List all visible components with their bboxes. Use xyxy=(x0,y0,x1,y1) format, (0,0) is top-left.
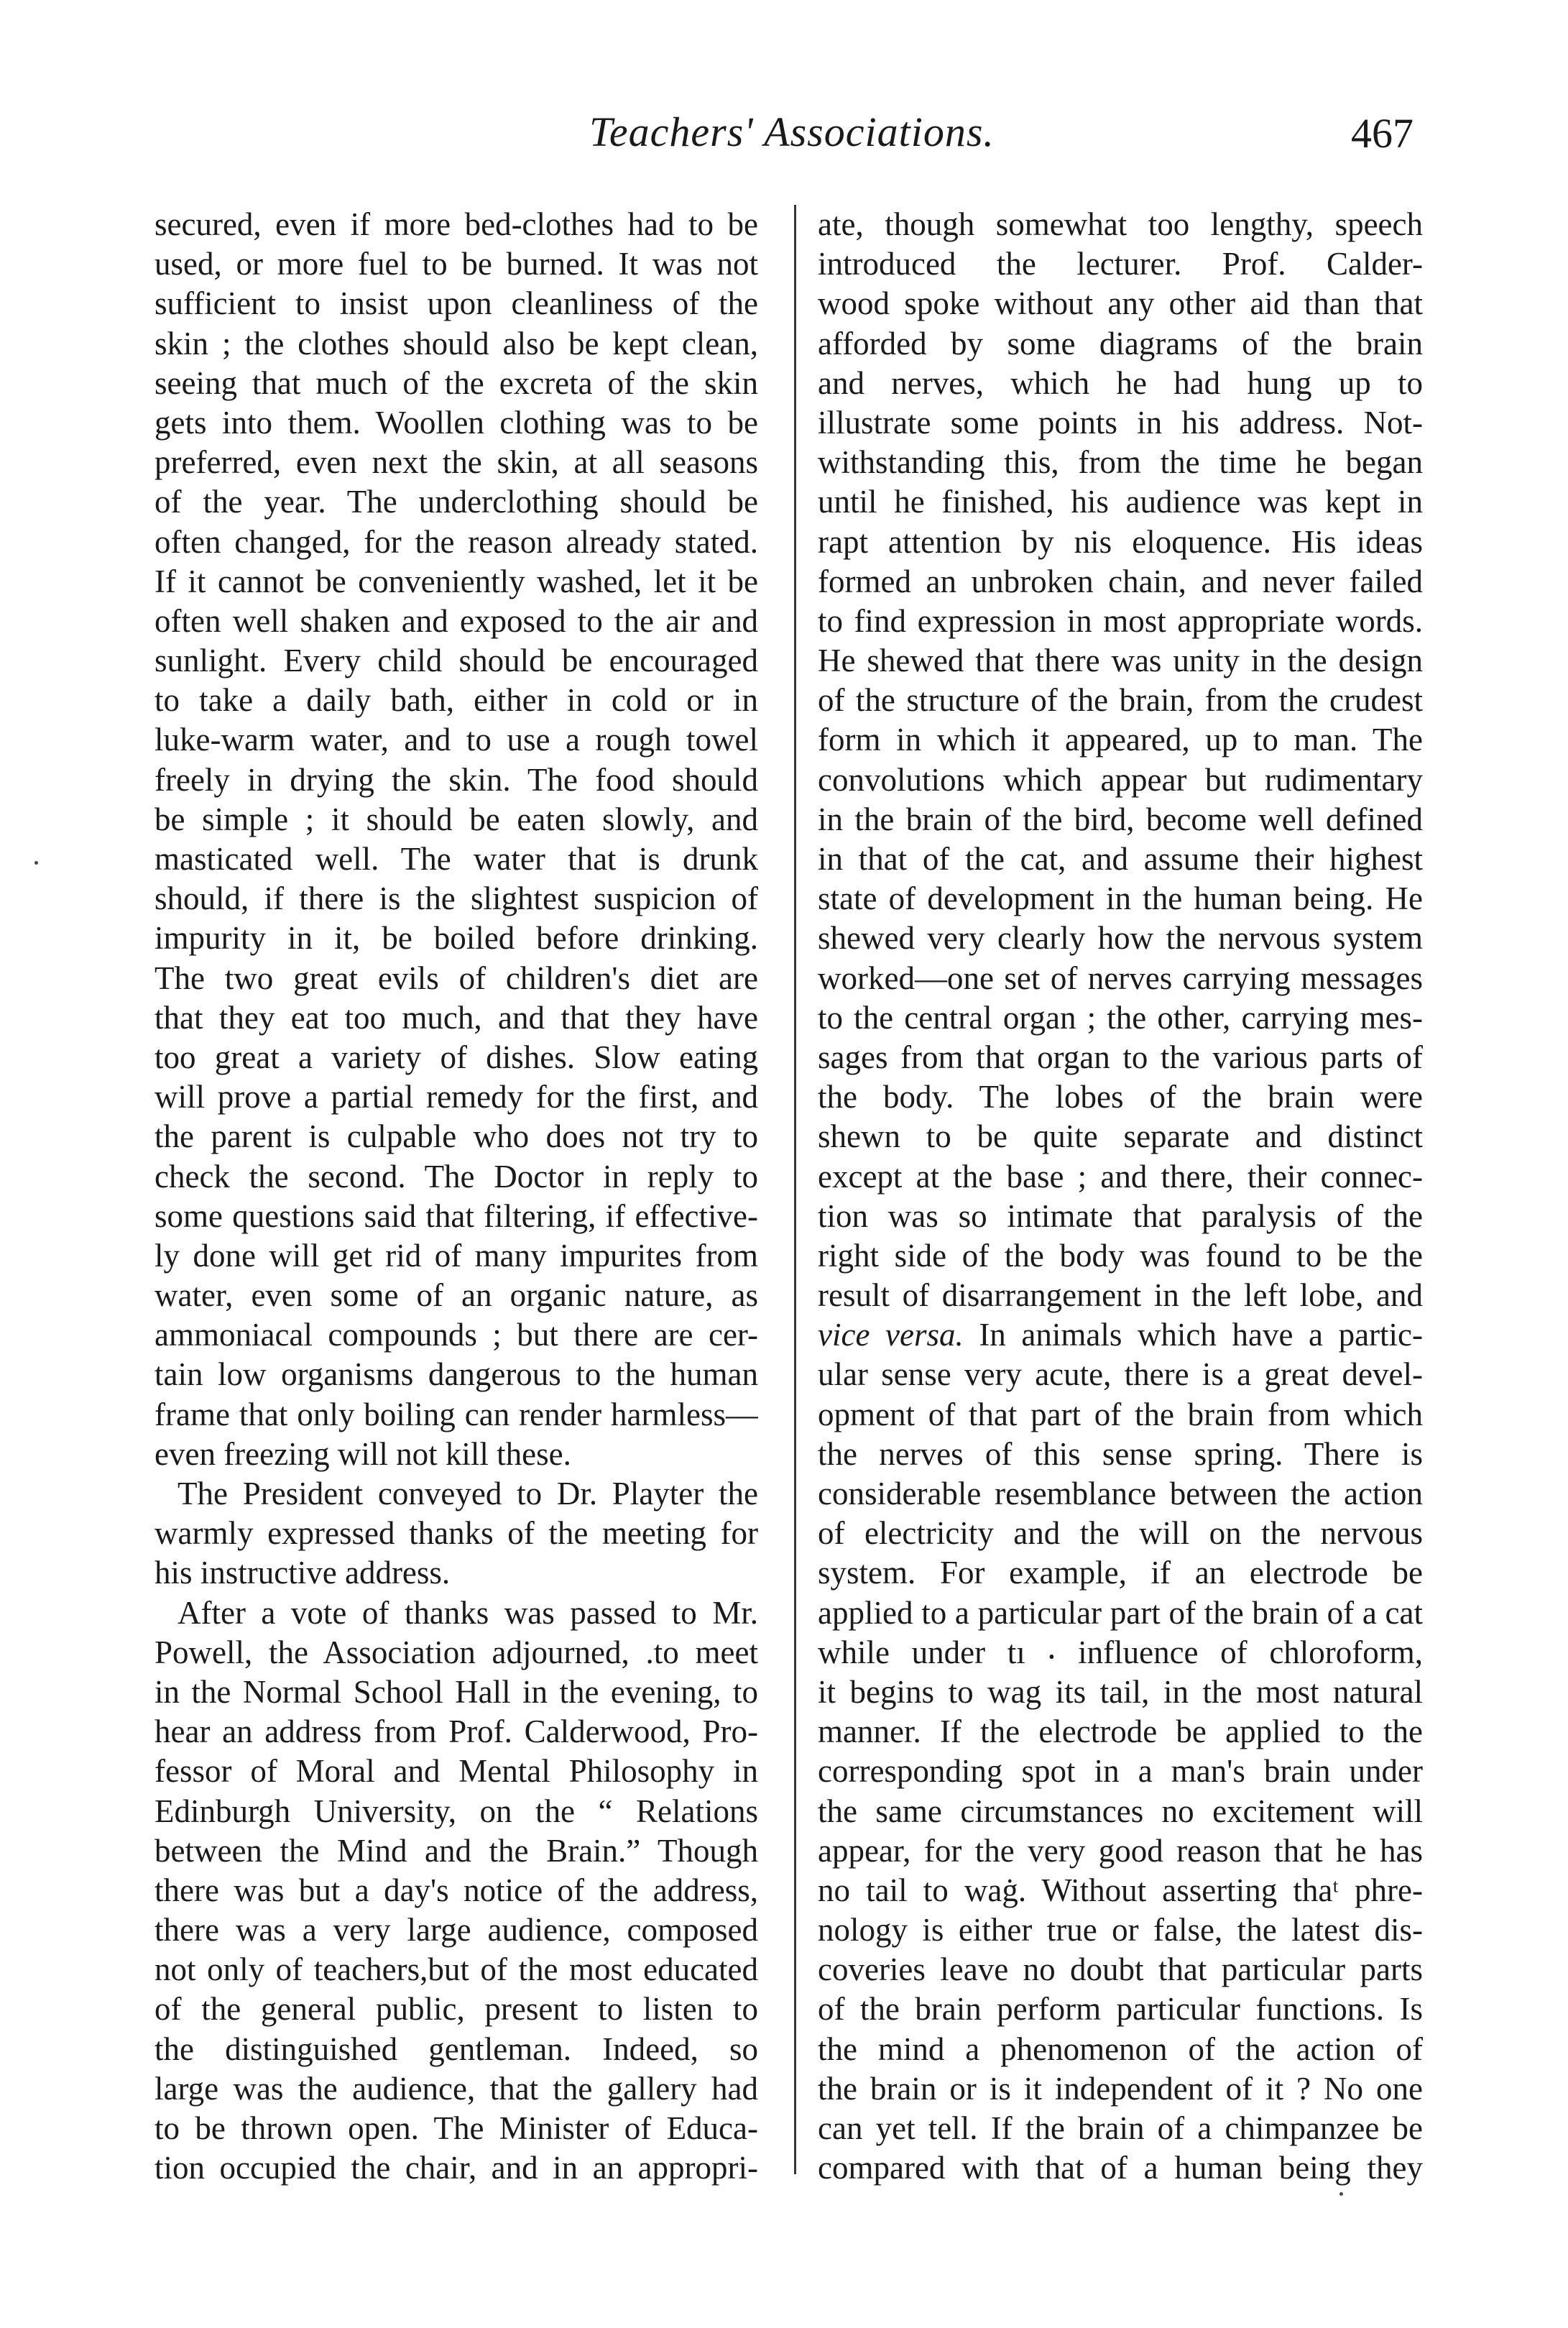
paper-speck xyxy=(1339,2192,1343,2196)
text-line: in that of the cat, and assume their highest xyxy=(818,841,1423,877)
text-line: ammoniacal compounds ; but there are cer- xyxy=(155,1317,758,1353)
text-line: used, or more fuel to be burned. It was not xyxy=(155,246,758,282)
text-line: tain low organisms dangerous to the human xyxy=(155,1356,758,1393)
text-line: Edinburgh University, on the “ Relations xyxy=(155,1793,758,1829)
text-line: the parent is culpable who does not try to xyxy=(155,1118,758,1155)
text-line: there was a very large audience, composed xyxy=(155,1912,758,1949)
text-line: skin ; the clothes should also be kept clean, xyxy=(155,325,758,362)
text-line: of electricity and the will on the nervous xyxy=(818,1515,1423,1552)
text-line: compared with that of a human being they xyxy=(818,2150,1423,2186)
text-line: there was but a day's notice of the address, xyxy=(155,1872,758,1908)
text-line: can yet tell. If the brain of a chimpanzee be xyxy=(818,2110,1423,2146)
text-line: no tail to waġ. Without asserting thaᵗ phre- xyxy=(818,1872,1423,1908)
text-line: the same circumstances no excitement will xyxy=(818,1793,1423,1829)
text-line: ate, though somewhat too lengthy, speech xyxy=(818,206,1423,242)
text-line: large was the audience, that the gallery had xyxy=(155,2070,758,2107)
text-line: convolutions which appear but rudimentary xyxy=(818,761,1423,798)
text-line: seeing that much of the excreta of the skin xyxy=(155,364,758,401)
text-line: not only of teachers,but of the most educated xyxy=(155,1951,758,1988)
text-line: appear, for the very good reason that he has xyxy=(818,1832,1423,1869)
text-line: to be thrown open. The Minister of Educa- xyxy=(155,2110,758,2146)
text-line: of the year. The underclothing should be xyxy=(155,484,758,520)
text-line: He shewed that there was unity in the design xyxy=(818,643,1423,679)
vice-versa-italic: vice versa. xyxy=(818,1317,964,1353)
text-line: ly done will get rid of many impurites from xyxy=(155,1237,758,1274)
text-line: system. For example, if an electrode be xyxy=(818,1555,1423,1591)
text-line: illustrate some points in his address. Not- xyxy=(818,404,1423,441)
text-line: sufficient to insist upon cleanliness of the xyxy=(155,285,758,322)
text-line: in the Normal School Hall in the evening, to xyxy=(155,1673,758,1710)
text-line: even freezing will not kill these. xyxy=(155,1435,571,1472)
running-head xyxy=(0,108,1568,165)
text-line: should, if there is the slightest suspicion of xyxy=(155,880,758,917)
text-line: formed an unbroken chain, and never failed xyxy=(818,563,1423,599)
text-line: it begins to wag its tail, in the most natural xyxy=(818,1673,1423,1710)
text-line: the body. The lobes of the brain were xyxy=(818,1079,1423,1115)
text-line: and nerves, which he had hung up to xyxy=(818,364,1423,401)
text-line: sages from that organ to the various parts of xyxy=(818,1039,1423,1075)
text-line: withstanding this, from the time he began xyxy=(818,444,1423,481)
paper-speck xyxy=(34,861,38,865)
text-line: corresponding spot in a man's brain under xyxy=(818,1753,1423,1790)
text-line: fessor of Moral and Mental Philosophy in xyxy=(155,1753,758,1790)
right-column xyxy=(818,205,1423,2188)
text-line: of the structure of the brain, from the crudest xyxy=(818,682,1423,719)
text-line: opment of that part of the brain from which xyxy=(818,1396,1423,1432)
text-line: that they eat too much, and that they have xyxy=(155,999,758,1036)
text-line: state of development in the human being. He xyxy=(818,880,1423,917)
text-line: tion was so intimate that paralysis of the xyxy=(818,1197,1423,1234)
text-line: of the brain perform particular functions. Is xyxy=(818,1991,1423,2028)
text-line: secured, even if more bed-clothes had to be xyxy=(155,206,758,242)
text-line: rapt attention by nis eloquence. His ideas xyxy=(818,523,1423,560)
text-line: nology is either true or false, the latest dis- xyxy=(818,1912,1423,1949)
text-line: hear an address from Prof. Calderwood, Pro- xyxy=(155,1713,758,1750)
text-line: of the general public, present to listen to xyxy=(155,1991,758,2028)
text-line: wood spoke without any other aid than that xyxy=(818,285,1423,322)
running-title: Teachers' Associations. xyxy=(589,109,995,155)
text-line: sunlight. Every child should be encouraged xyxy=(155,643,758,679)
text-line: shewn to be quite separate and distinct xyxy=(818,1118,1423,1155)
text-line: to the central organ ; the other, carrying mes- xyxy=(818,999,1423,1036)
text-line: warmly expressed thanks of the meeting for xyxy=(155,1515,758,1552)
text-line: worked—one set of nerves carrying messages xyxy=(818,960,1423,996)
text-line: to find expression in most appropriate words. xyxy=(818,602,1423,639)
text-line: while under tı ⸳ influence of chloroform, xyxy=(818,1634,1423,1670)
text-line: too great a variety of dishes. Slow eating xyxy=(155,1039,758,1075)
text-line: right side of the body was found to be the xyxy=(818,1237,1423,1274)
text-line: water, even some of an organic nature, as xyxy=(155,1277,758,1314)
text-line: the distinguished gentleman. Indeed, so xyxy=(155,2030,758,2067)
text-line: result of disarrangement in the left lobe, and xyxy=(818,1277,1423,1314)
text-line: gets into them. Woollen clothing was to be xyxy=(155,404,758,441)
text-line: afforded by some diagrams of the brain xyxy=(818,325,1423,362)
text-line: coveries leave no doubt that particular parts xyxy=(818,1951,1423,1988)
text-line: The two great evils of children's diet are xyxy=(155,960,758,996)
text-line: ular sense very acute, there is a great devel- xyxy=(818,1356,1423,1393)
text-line: the nerves of this sense spring. There is xyxy=(818,1435,1423,1472)
text-line: between the Mind and the Brain.” Though xyxy=(155,1832,758,1869)
column-divider xyxy=(794,205,796,2174)
text-line: freely in drying the skin. The food should xyxy=(155,761,758,798)
text-line: shewed very clearly how the nervous system xyxy=(818,920,1423,957)
text-line: masticated well. The water that is drunk xyxy=(155,841,758,877)
text-line: the brain or is it independent of it ? No one xyxy=(818,2070,1423,2107)
text-line: frame that only boiling can render harmless— xyxy=(155,1396,758,1432)
text-line: If it cannot be conveniently washed, let it be xyxy=(155,563,758,599)
text-line: often well shaken and exposed to the air and xyxy=(155,602,758,639)
text-line: in the brain of the bird, become well defined xyxy=(818,801,1423,837)
text-line: The President conveyed to Dr. Playter the xyxy=(177,1476,758,1512)
text-line: form in which it appeared, up to man. The xyxy=(818,722,1423,758)
text-line: After a vote of thanks was passed to Mr. xyxy=(177,1594,758,1631)
text-line: to take a daily bath, either in cold or in xyxy=(155,682,758,719)
text-line: except at the base ; and there, their connec- xyxy=(818,1158,1423,1195)
text-line-vice-versa xyxy=(818,1315,1423,1355)
text-line: will prove a partial remedy for the first, and xyxy=(155,1079,758,1115)
page-number: 467 xyxy=(1351,110,1413,157)
text-line: check the second. The Doctor in reply to xyxy=(155,1158,758,1195)
text-line: tion occupied the chair, and in an appropri- xyxy=(155,2150,758,2186)
vice-versa-rest: In animals which have a partic- xyxy=(963,1317,1423,1353)
text-line: often changed, for the reason already stated. xyxy=(155,523,758,560)
text-line: considerable resemblance between the action xyxy=(818,1476,1423,1512)
text-line: the mind a phenomenon of the action of xyxy=(818,2030,1423,2067)
text-line: impurity in it, be boiled before drinking. xyxy=(155,920,758,957)
left-column xyxy=(155,205,758,2188)
text-line: luke-warm water, and to use a rough towel xyxy=(155,722,758,758)
text-line: preferred, even next the skin, at all seasons xyxy=(155,444,758,481)
text-line: Powell, the Association adjourned, .to meet xyxy=(155,1634,758,1670)
text-line: introduced the lecturer. Prof. Calder- xyxy=(818,246,1423,282)
text-line: some questions said that filtering, if effective- xyxy=(155,1197,758,1234)
text-line: until he finished, his audience was kept in xyxy=(818,484,1423,520)
text-line: applied to a particular part of the brain of a cat xyxy=(818,1594,1423,1631)
text-line: be simple ; it should be eaten slowly, and xyxy=(155,801,758,837)
text-line: manner. If the electrode be applied to the xyxy=(818,1713,1423,1750)
text-line: his instructive address. xyxy=(155,1555,451,1591)
